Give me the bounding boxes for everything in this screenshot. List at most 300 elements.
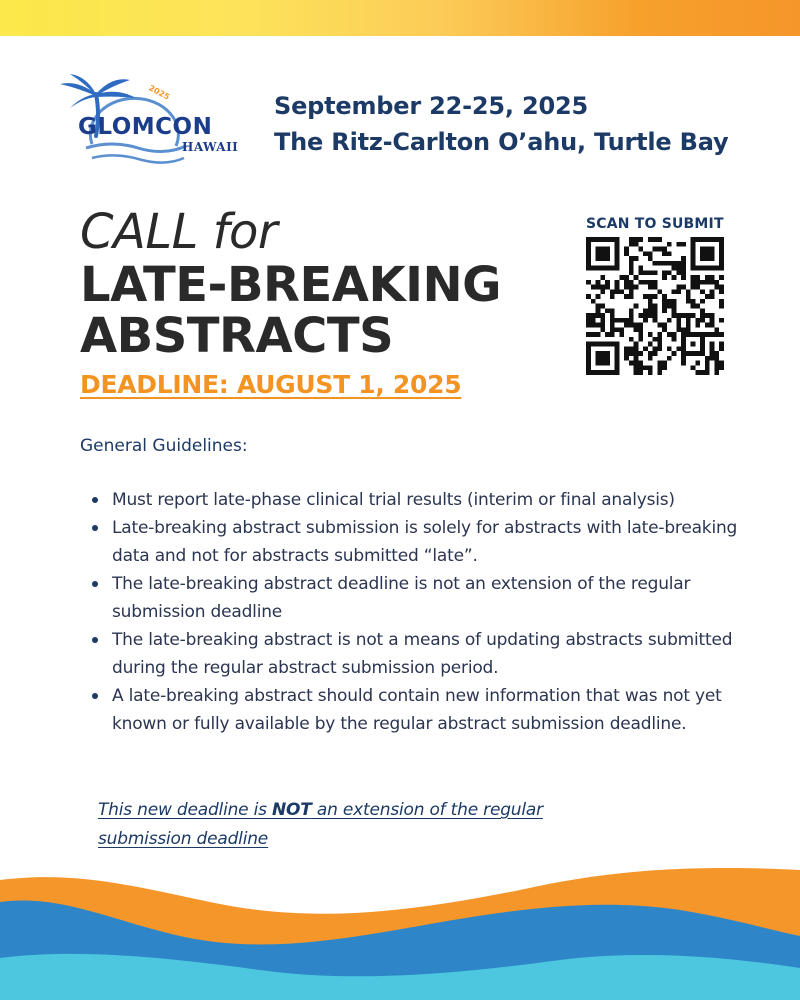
- qr-module: [710, 294, 715, 299]
- qr-module: [638, 327, 643, 332]
- qr-module: [600, 351, 605, 356]
- qr-module: [700, 266, 705, 271]
- qr-module: [629, 308, 634, 313]
- qr-module: [691, 266, 696, 271]
- qr-module: [600, 342, 605, 347]
- qr-module: [634, 365, 639, 370]
- qr-module: [710, 351, 715, 356]
- qr-module: [610, 332, 615, 337]
- qr-module: [629, 242, 634, 247]
- qr-module: [634, 356, 639, 361]
- qr-module: [710, 323, 715, 328]
- qr-module: [596, 280, 601, 285]
- qr-module: [657, 332, 662, 337]
- qr-module: [605, 285, 610, 290]
- qr-module: [662, 299, 667, 304]
- qr-code-icon[interactable]: [586, 237, 724, 375]
- qr-module: [605, 280, 610, 285]
- qr-module: [600, 313, 605, 318]
- qr-module: [686, 299, 691, 304]
- qr-module: [586, 356, 591, 361]
- qr-module: [681, 313, 686, 318]
- qr-module: [653, 318, 658, 323]
- qr-module: [714, 370, 719, 375]
- headline-call: CALL for: [80, 204, 278, 260]
- qr-module: [591, 323, 596, 328]
- qr-module: [586, 251, 591, 256]
- qr-module: [705, 332, 710, 337]
- qr-module: [719, 256, 724, 261]
- qr-module: [634, 351, 639, 356]
- qr-module: [634, 275, 639, 280]
- qr-module: [648, 342, 653, 347]
- qr-module: [714, 361, 719, 366]
- qr-module: [705, 323, 710, 328]
- qr-module: [667, 318, 672, 323]
- qr-module: [638, 247, 643, 252]
- qr-module: [705, 370, 710, 375]
- qr-module: [719, 275, 724, 280]
- qr-module: [605, 251, 610, 256]
- qr-module: [600, 356, 605, 361]
- qr-module: [676, 270, 681, 275]
- qr-module: [719, 361, 724, 366]
- qr-module: [686, 327, 691, 332]
- qr-module: [629, 285, 634, 290]
- qr-module: [676, 242, 681, 247]
- qr-module: [705, 294, 710, 299]
- logo-location-text: HAWAII: [182, 140, 239, 154]
- qr-module: [700, 337, 705, 342]
- qr-module: [591, 285, 596, 290]
- qr-module: [586, 256, 591, 261]
- qr-module: [667, 346, 672, 351]
- deadline-text: DEADLINE: AUGUST 1, 2025: [80, 370, 462, 399]
- qr-module: [605, 370, 610, 375]
- qr-module: [610, 342, 615, 347]
- qr-module: [643, 346, 648, 351]
- qr-module: [615, 280, 620, 285]
- qr-module: [591, 266, 596, 271]
- qr-module: [714, 285, 719, 290]
- qr-module: [686, 289, 691, 294]
- qr-module: [638, 370, 643, 375]
- qr-module: [653, 261, 658, 266]
- qr-module: [662, 323, 667, 328]
- qr-module: [596, 361, 601, 366]
- qr-module: [638, 270, 643, 275]
- qr-module: [605, 342, 610, 347]
- qr-module: [648, 308, 653, 313]
- qr-module: [681, 266, 686, 271]
- qr-module: [638, 337, 643, 342]
- qr-module: [591, 342, 596, 347]
- qr-module: [719, 266, 724, 271]
- qr-module: [705, 247, 710, 252]
- qr-module: [629, 261, 634, 266]
- qr-module: [662, 327, 667, 332]
- qr-module: [610, 289, 615, 294]
- qr-module: [615, 365, 620, 370]
- qr-module: [586, 370, 591, 375]
- qr-module: [643, 313, 648, 318]
- qr-module: [700, 342, 705, 347]
- qr-module: [610, 370, 615, 375]
- qr-module: [710, 356, 715, 361]
- qr-module: [657, 323, 662, 328]
- qr-module: [624, 346, 629, 351]
- qr-module: [714, 237, 719, 242]
- qr-module: [686, 332, 691, 337]
- qr-module: [648, 299, 653, 304]
- guideline-item: The late-breaking abstract deadline is not an extension of the regular submission deadline: [112, 570, 752, 626]
- qr-module: [695, 304, 700, 309]
- guideline-item: Must report late-phase clinical trial results (interim or final analysis): [112, 486, 752, 514]
- qr-module: [638, 237, 643, 242]
- guidelines-heading: General Guidelines:: [80, 436, 248, 456]
- qr-module: [653, 337, 658, 342]
- qr-module: [714, 351, 719, 356]
- qr-module: [615, 251, 620, 256]
- qr-module: [629, 280, 634, 285]
- qr-module: [586, 313, 591, 318]
- qr-module: [695, 323, 700, 328]
- qr-module: [643, 308, 648, 313]
- qr-module: [643, 365, 648, 370]
- qr-module: [629, 266, 634, 271]
- qr-module: [719, 251, 724, 256]
- qr-module: [676, 285, 681, 290]
- qr-module: [719, 285, 724, 290]
- qr-module: [719, 318, 724, 323]
- qr-module: [681, 361, 686, 366]
- qr-module: [600, 237, 605, 242]
- qr-module: [586, 342, 591, 347]
- qr-module: [681, 256, 686, 261]
- event-dates: September 22-25, 2025: [274, 92, 588, 120]
- qr-module: [710, 313, 715, 318]
- qr-module: [605, 332, 610, 337]
- qr-module: [615, 318, 620, 323]
- qr-module: [605, 237, 610, 242]
- qr-module: [714, 332, 719, 337]
- qr-module: [705, 266, 710, 271]
- qr-module: [643, 251, 648, 256]
- qr-module: [710, 332, 715, 337]
- qr-module: [653, 237, 658, 242]
- qr-module: [700, 289, 705, 294]
- qr-module: [691, 342, 696, 347]
- qr-module: [686, 323, 691, 328]
- qr-module: [586, 346, 591, 351]
- qr-module: [634, 327, 639, 332]
- qr-module: [629, 256, 634, 261]
- qr-module: [596, 256, 601, 261]
- qr-module: [691, 242, 696, 247]
- qr-module: [648, 294, 653, 299]
- qr-module: [686, 351, 691, 356]
- qr-module: [586, 351, 591, 356]
- qr-module: [648, 370, 653, 375]
- qr-module: [600, 289, 605, 294]
- logo-year: 2025: [147, 83, 172, 102]
- top-gradient-band: [0, 0, 800, 36]
- qr-module: [624, 247, 629, 252]
- qr-module: [586, 237, 591, 242]
- qr-module: [619, 332, 624, 337]
- qr-module: [657, 342, 662, 347]
- qr-module: [657, 289, 662, 294]
- qr-module: [695, 280, 700, 285]
- qr-module: [596, 247, 601, 252]
- qr-module: [691, 304, 696, 309]
- qr-module: [600, 285, 605, 290]
- qr-module: [710, 342, 715, 347]
- qr-module: [700, 256, 705, 261]
- qr-module: [700, 313, 705, 318]
- qr-module: [710, 256, 715, 261]
- qr-module: [695, 275, 700, 280]
- qr-module: [681, 342, 686, 347]
- qr-module: [591, 332, 596, 337]
- qr-module: [672, 261, 677, 266]
- qr-module: [695, 351, 700, 356]
- qr-module: [681, 351, 686, 356]
- glomcon-logo: [56, 74, 256, 174]
- qr-module: [634, 346, 639, 351]
- qr-module: [643, 294, 648, 299]
- guideline-item: The late-breaking abstract is not a means of updating abstracts submitted during the regular abstract submission period.: [112, 626, 752, 682]
- qr-module: [634, 342, 639, 347]
- qr-module: [710, 289, 715, 294]
- qr-module: [610, 318, 615, 323]
- qr-module: [624, 280, 629, 285]
- qr-module: [586, 323, 591, 328]
- qr-module: [586, 332, 591, 337]
- qr-module: [705, 251, 710, 256]
- qr-module: [600, 256, 605, 261]
- qr-module: [719, 332, 724, 337]
- qr-module: [653, 280, 658, 285]
- qr-module: [700, 370, 705, 375]
- qr-module: [705, 361, 710, 366]
- qr-module: [705, 237, 710, 242]
- qr-module: [719, 247, 724, 252]
- qr-module: [653, 270, 658, 275]
- qr-module: [719, 289, 724, 294]
- qr-module: [643, 270, 648, 275]
- qr-module: [691, 299, 696, 304]
- qr-module: [686, 318, 691, 323]
- qr-module: [648, 304, 653, 309]
- qr-module: [662, 275, 667, 280]
- qr-module: [695, 266, 700, 271]
- qr-module: [596, 323, 601, 328]
- qr-module: [681, 261, 686, 266]
- qr-module: [586, 318, 591, 323]
- qr-module: [629, 361, 634, 366]
- qr-module: [586, 266, 591, 271]
- qr-module: [615, 361, 620, 366]
- qr-module: [596, 356, 601, 361]
- logo-brand-text: GLOMCON: [78, 114, 213, 140]
- qr-module: [719, 365, 724, 370]
- qr-module: [672, 266, 677, 271]
- qr-module: [648, 313, 653, 318]
- qr-module: [615, 285, 620, 290]
- qr-module: [624, 323, 629, 328]
- qr-module: [634, 256, 639, 261]
- qr-module: [686, 294, 691, 299]
- qr-module: [681, 285, 686, 290]
- qr-module: [653, 247, 658, 252]
- qr-module: [634, 304, 639, 309]
- qr-module: [719, 304, 724, 309]
- qr-module: [624, 294, 629, 299]
- qr-module: [710, 346, 715, 351]
- qr-module: [629, 294, 634, 299]
- qr-module: [719, 261, 724, 266]
- qr-module: [662, 261, 667, 266]
- qr-module: [672, 304, 677, 309]
- qr-module: [695, 361, 700, 366]
- qr-module: [667, 332, 672, 337]
- qr-module: [600, 251, 605, 256]
- qr-module: [676, 318, 681, 323]
- qr-module: [695, 237, 700, 242]
- qr-module: [591, 370, 596, 375]
- qr-module: [624, 251, 629, 256]
- qr-module: [648, 237, 653, 242]
- qr-module: [710, 318, 715, 323]
- qr-module: [657, 337, 662, 342]
- qr-module: [643, 280, 648, 285]
- qr-module: [648, 365, 653, 370]
- qr-module: [615, 356, 620, 361]
- qr-module: [605, 266, 610, 271]
- qr-module: [653, 294, 658, 299]
- qr-module: [681, 270, 686, 275]
- qr-module: [714, 365, 719, 370]
- qr-module: [605, 351, 610, 356]
- qr-module: [662, 361, 667, 366]
- qr-module: [686, 313, 691, 318]
- qr-module: [605, 308, 610, 313]
- qr-module: [653, 308, 658, 313]
- qr-module: [638, 323, 643, 328]
- qr-module: [648, 351, 653, 356]
- qr-module: [653, 351, 658, 356]
- footnote-emphasis: NOT: [272, 800, 312, 820]
- qr-module: [615, 261, 620, 266]
- qr-module: [657, 361, 662, 366]
- qr-module: [657, 365, 662, 370]
- qr-module: [662, 365, 667, 370]
- qr-module: [638, 365, 643, 370]
- qr-module: [600, 318, 605, 323]
- qr-module: [691, 285, 696, 290]
- qr-module: [596, 237, 601, 242]
- qr-module: [662, 251, 667, 256]
- qr-module: [672, 289, 677, 294]
- qr-module: [705, 280, 710, 285]
- qr-module: [596, 370, 601, 375]
- qr-module: [681, 327, 686, 332]
- qr-module: [638, 266, 643, 271]
- qr-module: [638, 332, 643, 337]
- qr-module: [615, 237, 620, 242]
- qr-module: [615, 351, 620, 356]
- qr-module: [634, 237, 639, 242]
- qr-module: [624, 285, 629, 290]
- guideline-item: A late-breaking abstract should contain new information that was not yet known or fully available by the regular abstract submission deadline.: [112, 682, 752, 738]
- qr-module: [691, 332, 696, 337]
- qr-module: [586, 294, 591, 299]
- qr-module: [705, 256, 710, 261]
- guideline-item: Late-breaking abstract submission is solely for abstracts with late-breaking data and not for abstracts submitted “late”.: [112, 514, 752, 570]
- qr-module: [648, 280, 653, 285]
- qr-module: [596, 285, 601, 290]
- qr-module: [615, 247, 620, 252]
- qr-module: [667, 242, 672, 247]
- qr-module: [662, 294, 667, 299]
- qr-module: [596, 266, 601, 271]
- decorative-waves: [0, 840, 800, 1000]
- qr-module: [705, 356, 710, 361]
- qr-module: [624, 318, 629, 323]
- qr-module: [657, 346, 662, 351]
- qr-module: [719, 346, 724, 351]
- qr-module: [591, 299, 596, 304]
- qr-module: [600, 323, 605, 328]
- qr-module: [662, 308, 667, 313]
- qr-module: [634, 285, 639, 290]
- qr-module: [691, 365, 696, 370]
- qr-module: [714, 266, 719, 271]
- qr-module: [667, 251, 672, 256]
- qr-module: [586, 261, 591, 266]
- qr-module: [600, 247, 605, 252]
- qr-module: [691, 261, 696, 266]
- qr-module: [629, 237, 634, 242]
- qr-module: [676, 289, 681, 294]
- qr-module: [681, 275, 686, 280]
- qr-module: [615, 256, 620, 261]
- headline-title-line-1: LATE-BREAKING: [80, 257, 502, 313]
- qr-module: [681, 356, 686, 361]
- qr-module: [672, 351, 677, 356]
- qr-module: [691, 313, 696, 318]
- qr-module: [710, 266, 715, 271]
- qr-module: [657, 237, 662, 242]
- qr-module: [596, 251, 601, 256]
- qr-module: [695, 370, 700, 375]
- qr-module: [634, 323, 639, 328]
- qr-module: [600, 361, 605, 366]
- qr-module: [634, 361, 639, 366]
- qr-module: [624, 351, 629, 356]
- qr-module: [710, 251, 715, 256]
- qr-module: [600, 266, 605, 271]
- qr-module: [643, 318, 648, 323]
- qr-module: [657, 261, 662, 266]
- qr-module: [700, 332, 705, 337]
- qr-code[interactable]: [586, 237, 724, 375]
- qr-module: [615, 342, 620, 347]
- qr-module: [672, 275, 677, 280]
- qr-module: [672, 332, 677, 337]
- qr-module: [596, 294, 601, 299]
